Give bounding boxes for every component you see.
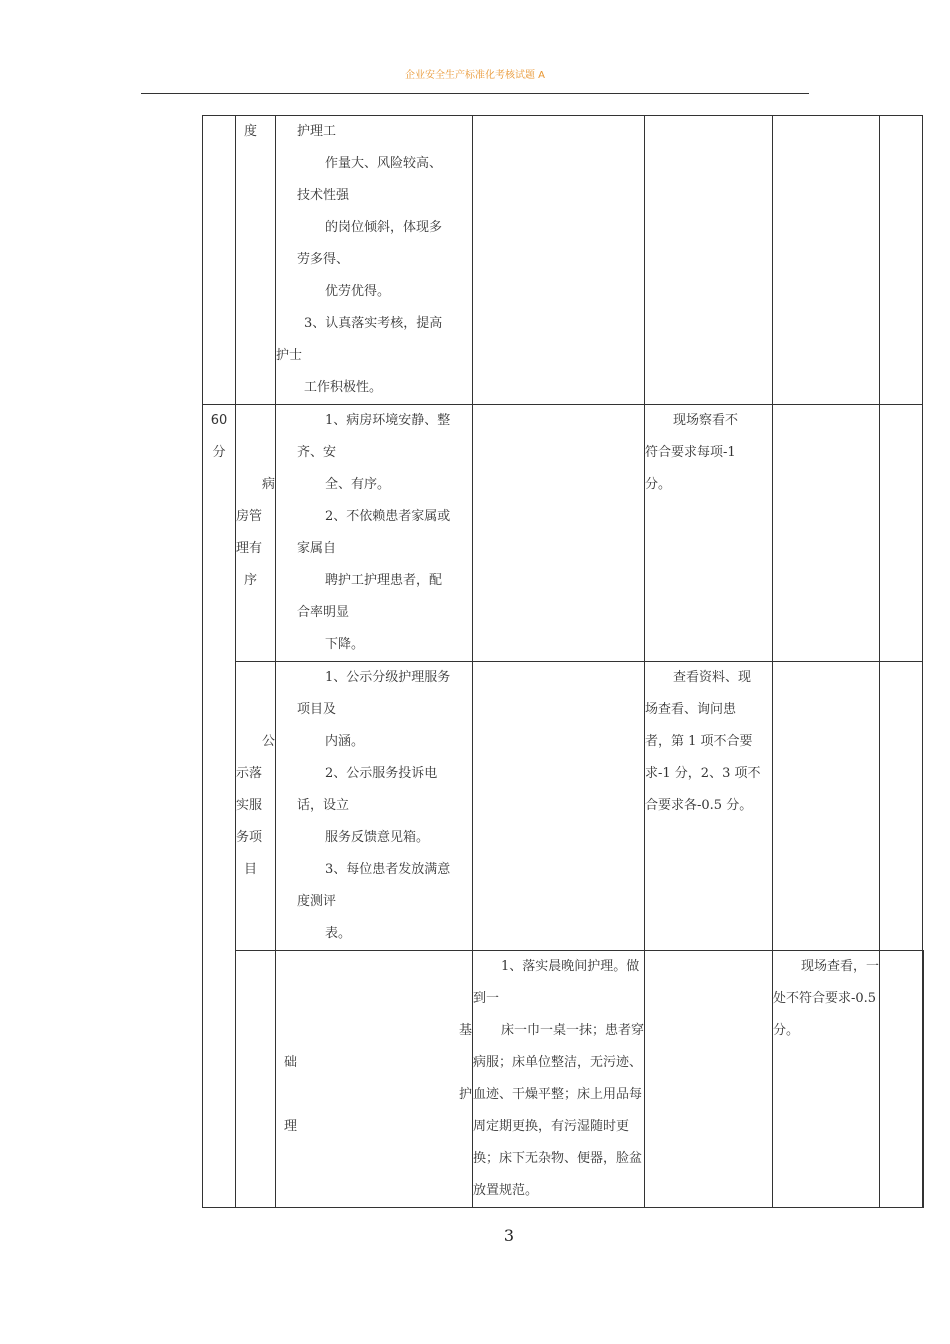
content-cell — [276, 662, 473, 951]
method-line: 求-1 分，2、3 项不 — [645, 766, 761, 781]
method-line: 查看资料、现 — [673, 670, 752, 685]
table-row — [203, 405, 924, 662]
table-row — [203, 116, 924, 405]
item-line: 目 — [244, 862, 258, 877]
blank-cell — [473, 405, 645, 662]
score-cell — [236, 951, 276, 1208]
method-cell — [645, 662, 773, 951]
content-line: 2、公示服务投诉电 — [325, 766, 438, 781]
content-line: 病服；床单位整洁，无污迹、 — [473, 1055, 643, 1070]
blank-cell — [473, 116, 645, 405]
blank-cell — [773, 116, 880, 405]
blank-cell — [880, 116, 923, 405]
item-line: 公 — [261, 734, 275, 749]
blank-cell — [473, 662, 645, 951]
blank-cell — [880, 662, 923, 951]
method-cell — [645, 116, 773, 405]
method-line: 者，第 1 项不合要 — [645, 734, 753, 749]
content-line: 护理工 — [297, 124, 337, 139]
item-line: 础 — [284, 1055, 298, 1070]
blank-cell — [773, 405, 880, 662]
score-cell: 60 分 — [203, 405, 236, 1208]
content-cell — [276, 405, 473, 662]
content-line: 1、病房环境安静、整 — [325, 413, 451, 428]
blank-cell — [880, 951, 923, 1208]
content-line: 优劳优得。 — [325, 284, 391, 299]
header-rule — [141, 93, 809, 94]
content-line: 放置规范。 — [473, 1183, 539, 1198]
item-line: 务项 — [236, 830, 263, 845]
content-line: 血迹、干燥平整；床上用品每 — [473, 1087, 643, 1102]
item-line: 序 — [244, 573, 258, 588]
content-line: 床一巾一桌一抹；患者穿 — [501, 1023, 645, 1038]
blank-cell — [923, 951, 924, 1208]
item-cell — [236, 116, 276, 405]
item-cell — [236, 405, 276, 662]
item-line: 示落 — [236, 766, 263, 781]
content-line: 工作积极性。 — [304, 380, 383, 395]
content-line: 3、每位患者发放满意 — [325, 862, 451, 877]
method-line: 分。 — [645, 477, 672, 492]
method-cell — [645, 405, 773, 662]
content-line: 内涵。 — [325, 734, 365, 749]
content-line: 表。 — [325, 926, 352, 941]
method-line: 合要求各-0.5 分。 — [645, 798, 753, 813]
assessment-table — [202, 115, 924, 1208]
content-line: 项目及 — [297, 702, 337, 717]
method-line: 分。 — [773, 1023, 800, 1038]
method-line: 现场查看，一 — [801, 959, 880, 974]
content-line: 下降。 — [325, 637, 365, 652]
content-line: 2、不依赖患者家属或 — [325, 509, 451, 524]
item-line: 理有 — [236, 541, 263, 556]
content-line: 护士 — [276, 348, 303, 363]
table-row — [203, 951, 924, 1208]
item-cell — [276, 951, 473, 1208]
method-line: 场查看、询问患 — [645, 702, 737, 717]
method-line: 处不符合要求-0.5 — [773, 991, 877, 1006]
content-line: 技术性强 — [297, 188, 350, 203]
item-line: 病 — [261, 477, 275, 492]
content-line: 1、公示分级护理服务 — [325, 670, 451, 685]
content-line: 劳多得、 — [297, 252, 350, 267]
method-line: 符合要求每项-1 — [645, 445, 736, 460]
page-number: 3 — [503, 1226, 515, 1245]
page-header: 企业安全生产标准化考核试题 A — [404, 70, 546, 81]
item-line: 基 — [458, 1023, 472, 1038]
content-line: 合率明显 — [297, 605, 350, 620]
method-line: 现场察看不 — [673, 413, 739, 428]
content-line: 周定期更换，有污湿随时更 — [473, 1119, 630, 1134]
content-line: 换；床下无杂物、便器，脸盆 — [473, 1151, 643, 1166]
blank-cell — [645, 951, 773, 1208]
content-cell — [473, 951, 645, 1208]
content-line: 全、有序。 — [325, 477, 391, 492]
method-cell — [773, 951, 880, 1208]
content-line: 服务反馈意见箱。 — [325, 830, 430, 845]
content-line: 聘护工护理患者，配 — [325, 573, 443, 588]
content-line: 的岗位倾斜，体现多 — [325, 220, 443, 235]
item-cell — [236, 662, 276, 951]
blank-cell — [880, 405, 923, 662]
content-line: 3、认真落实考核，提高 — [304, 316, 443, 331]
item-line: 理 — [284, 1119, 298, 1134]
blank-cell — [773, 662, 880, 951]
content-line: 度测评 — [297, 894, 337, 909]
content-line: 到一 — [473, 991, 500, 1006]
score-cell — [203, 116, 236, 405]
content-line: 齐、安 — [297, 445, 337, 460]
content-line: 作量大、风险较高、 — [325, 156, 443, 171]
content-cell — [276, 116, 473, 405]
item-line: 护 — [458, 1087, 472, 1102]
content-line: 话，设立 — [297, 798, 350, 813]
item-line: 度 — [244, 124, 258, 139]
item-line: 实服 — [236, 798, 263, 813]
table-row — [203, 662, 924, 951]
content-line: 家属自 — [297, 541, 337, 556]
item-line: 房管 — [236, 509, 263, 524]
content-line: 1、落实晨晚间护理。做 — [501, 959, 640, 974]
